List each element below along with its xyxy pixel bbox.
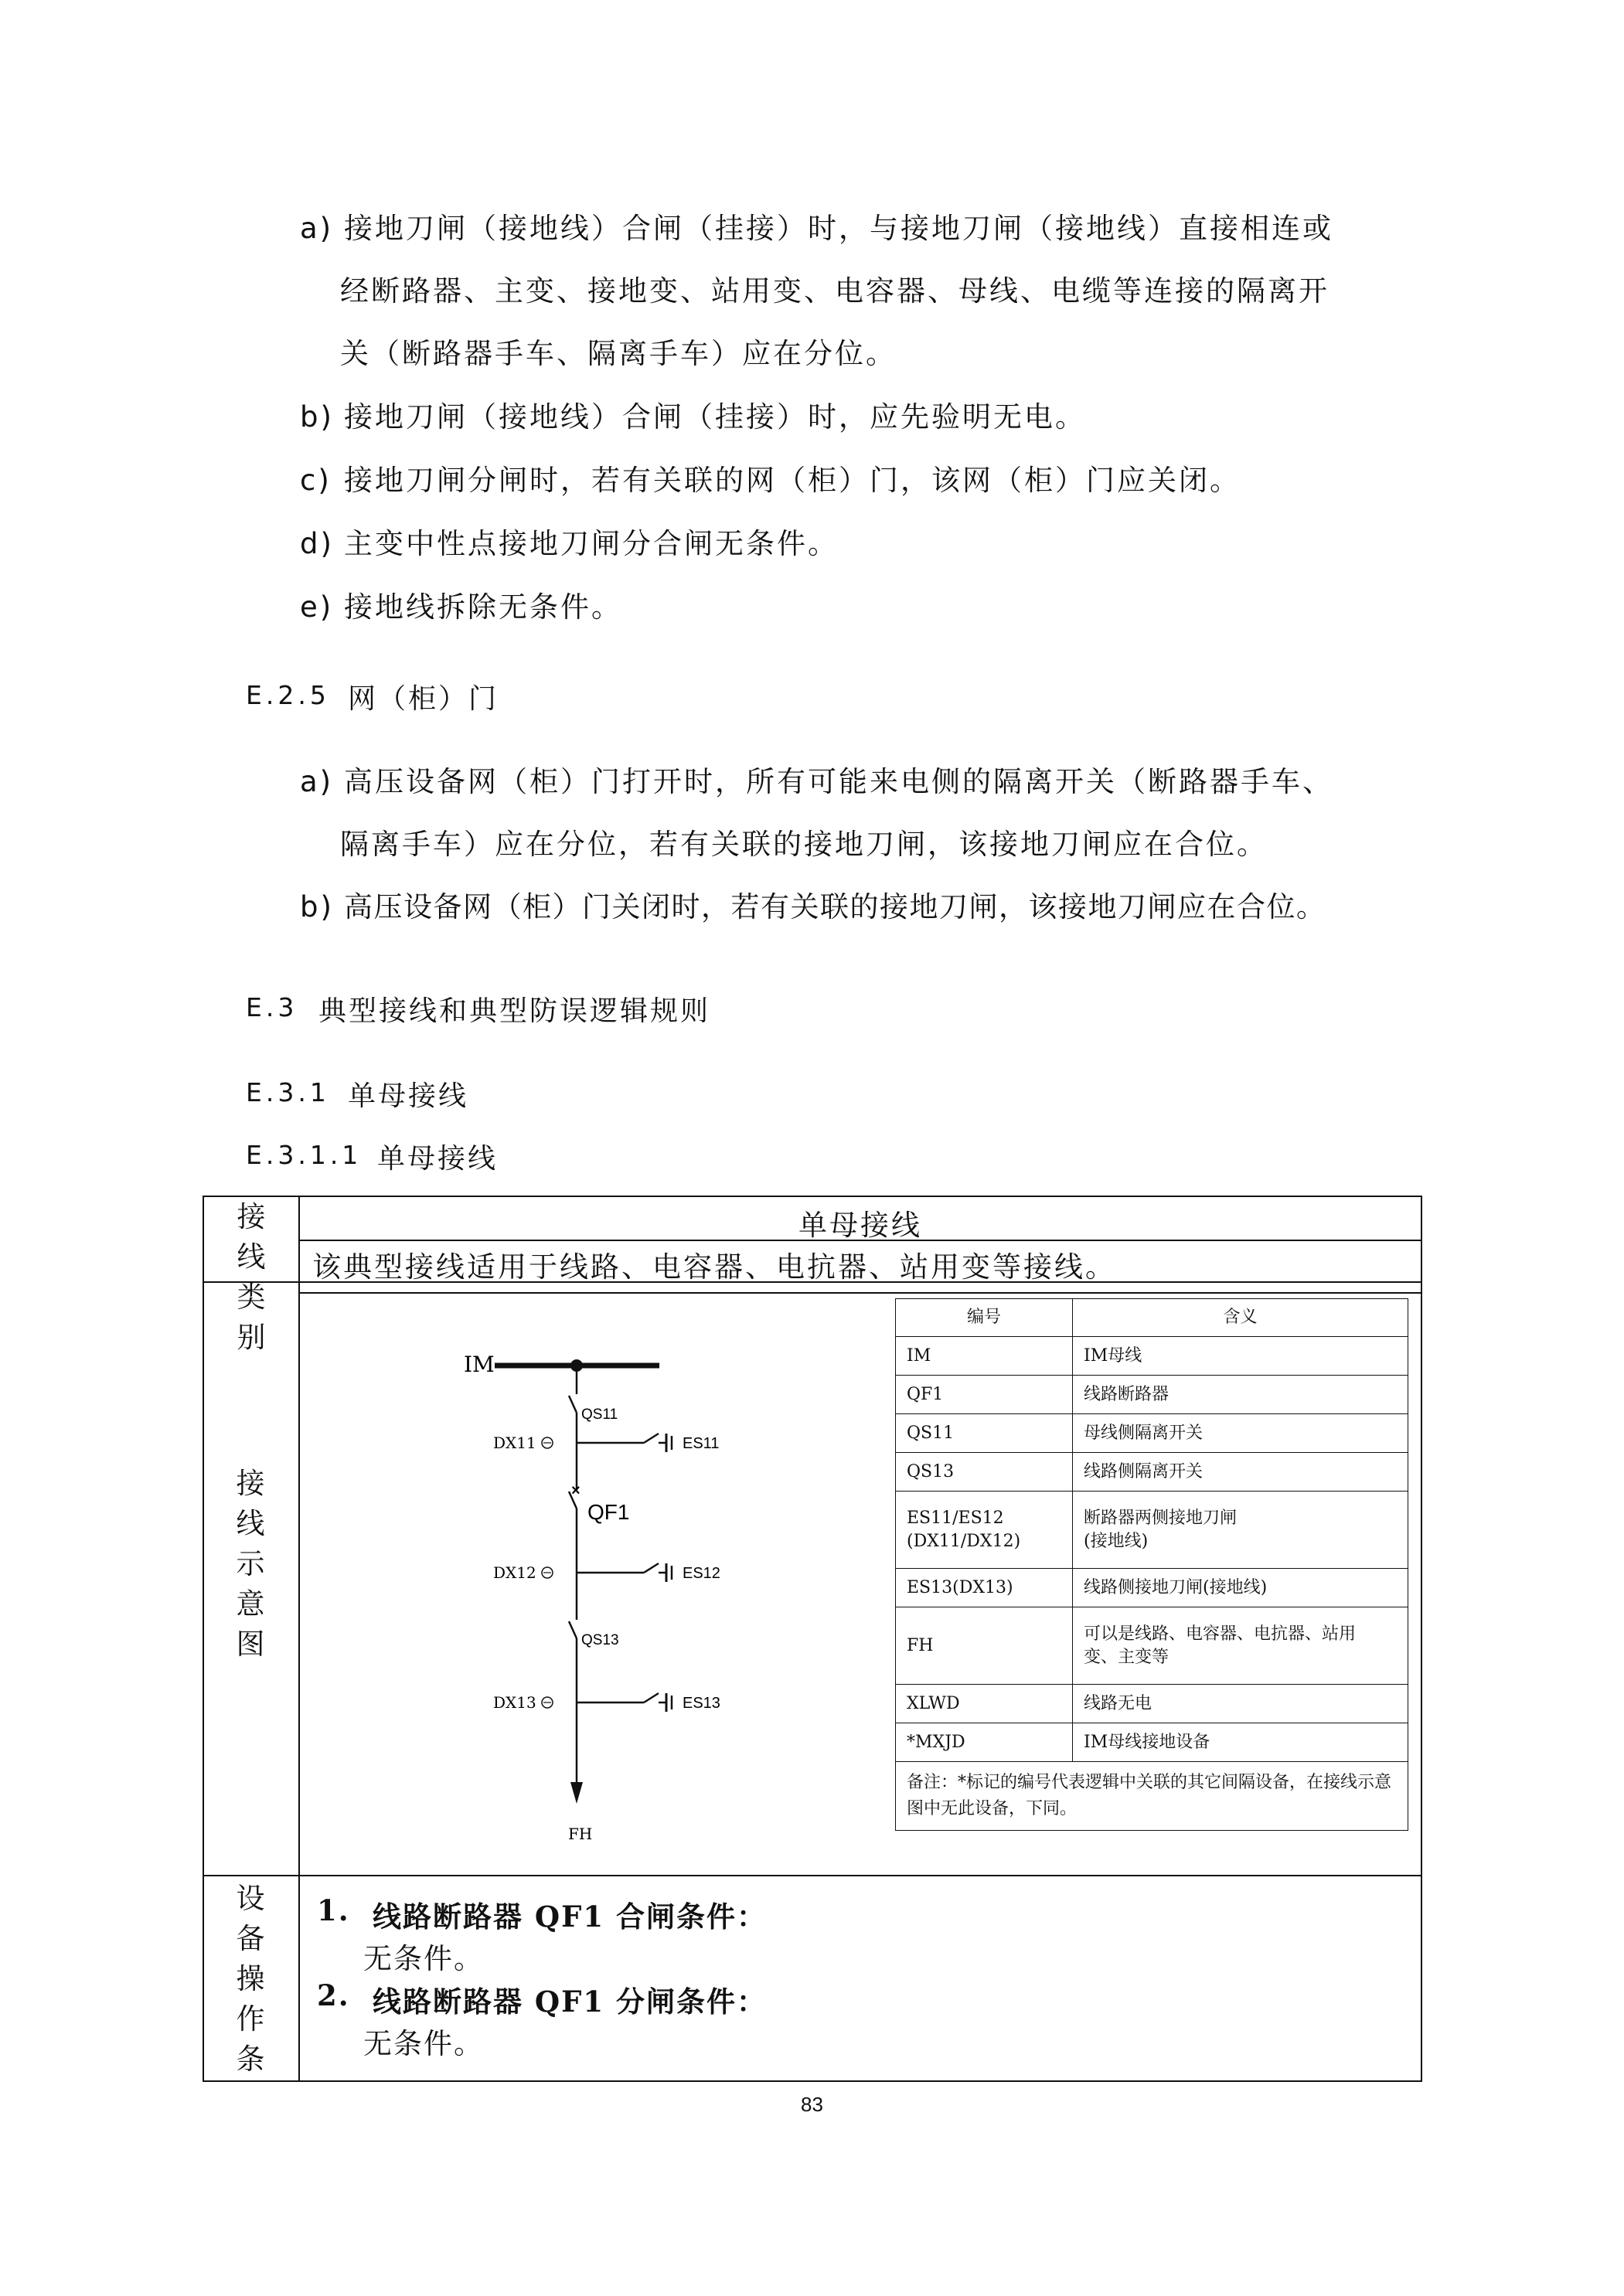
legend-code: *MXJD — [896, 1723, 1073, 1762]
row-label-text: 意 — [236, 1587, 265, 1621]
row-label-text: 作 — [236, 2002, 265, 2036]
row-label-text: 设 — [236, 1882, 265, 1915]
es11-label: ES11 — [683, 1435, 720, 1452]
legend-meaning: 线路侧隔离开关 — [1073, 1453, 1408, 1492]
section-number: E.3.1 — [246, 1077, 330, 1107]
row-label-text: 条 — [236, 2043, 265, 2076]
row-label-text: 线 — [236, 1507, 265, 1540]
dx12-label: DX12 — [493, 1563, 536, 1582]
es13-label: ES13 — [683, 1695, 720, 1712]
item-line: 接地刀闸分闸时，若有关联的网（柜）门，该网（柜）门应关闭。 — [344, 464, 1241, 497]
legend-row — [896, 1414, 1408, 1453]
section-number: E.2.5 — [246, 680, 330, 710]
wiring-description: 该典型接线适用于线路、电容器、电抗器、站用变等接线。 — [312, 1250, 1116, 1284]
item-label: e) — [300, 590, 334, 624]
item-label: c) — [300, 464, 332, 497]
section-title: 单母接线 — [348, 1080, 469, 1112]
legend-meaning: ⅠM母线 — [1073, 1337, 1408, 1376]
condition-body: 无条件。 — [363, 1942, 484, 1975]
qs11-label: QS11 — [581, 1407, 618, 1423]
disconnector-qs13 — [569, 1621, 577, 1638]
section-title: 网（柜）门 — [348, 683, 499, 715]
row-label-text: 接 — [236, 1467, 265, 1500]
bus-label: ⅠM — [464, 1352, 495, 1377]
item-label: a) — [300, 765, 334, 798]
row-label-text: 操 — [236, 1962, 265, 1995]
item-line: 高压设备网（柜）门关闭时，若有关联的接地刀闸，该接地刀闸应在合位。 — [344, 890, 1326, 924]
item-line: 接地刀闸（接地线）合闸（挂接）时，应先验明无电。 — [344, 400, 1086, 434]
item-line: 关（断路器手车、隔离手车）应在分位。 — [340, 337, 897, 370]
legend-header-row — [896, 1299, 1408, 1337]
legend-row — [896, 1569, 1408, 1607]
arrow-down-icon — [570, 1782, 583, 1804]
legend-header: 含义 — [1073, 1299, 1408, 1337]
condition-number: 2. — [317, 1978, 350, 2012]
item-label: b) — [300, 890, 334, 924]
legend-code: ES13(DX13) — [896, 1569, 1073, 1607]
condition-title: 线路断路器 QF1 分闸条件： — [373, 1985, 768, 2019]
legend-meaning: 断路器两侧接地刀闸 (接地线) — [1073, 1492, 1408, 1569]
legend-table — [895, 1298, 1408, 1831]
row-label-operations — [227, 1879, 274, 2080]
legend-meaning: 线路无电 — [1073, 1685, 1408, 1723]
table-divider — [298, 1197, 300, 2080]
row-label-text: 接线 — [237, 1200, 266, 1274]
qf1-label: QF1 — [587, 1500, 630, 1524]
row-label-category — [227, 1197, 275, 1358]
legend-row — [896, 1607, 1408, 1685]
legend-meaning: 线路断路器 — [1073, 1376, 1408, 1414]
legend-code: XLWD — [896, 1685, 1073, 1723]
section-number: E.3 — [246, 992, 298, 1022]
row-label-text: 图 — [236, 1628, 265, 1661]
legend-header: 编号 — [896, 1299, 1073, 1337]
legend-code: ES11/ES12 (DX11/DX12) — [896, 1492, 1073, 1569]
condition-body: 无条件。 — [363, 2027, 484, 2060]
es12-label: ES12 — [683, 1565, 720, 1582]
legend-code: QF1 — [896, 1376, 1073, 1414]
legend-code: ⅠM — [896, 1337, 1073, 1376]
legend-meaning: 可以是线路、电容器、电抗器、站用 变、主变等 — [1073, 1607, 1408, 1685]
legend-code: QS11 — [896, 1414, 1073, 1453]
item-line: 经断路器、主变、接地变、站用变、电容器、母线、电缆等连接的隔离开 — [340, 274, 1330, 308]
legend-note: 备注：*标记的编号代表逻辑中关联的其它间隔设备，在接线示意图中无此设备，下同。 — [896, 1762, 1408, 1831]
legend-code: QS13 — [896, 1453, 1073, 1492]
legend-row — [896, 1723, 1408, 1762]
legend-row — [896, 1453, 1408, 1492]
earth-switch-es13 — [644, 1693, 659, 1702]
legend-meaning: 母线侧隔离开关 — [1073, 1414, 1408, 1453]
row-label-text: 类别 — [237, 1281, 266, 1354]
item-line: 高压设备网（柜）门打开时，所有可能来电侧的隔离开关（断路器手车、 — [344, 765, 1333, 798]
legend-meaning: ⅠM母线接地设备 — [1073, 1723, 1408, 1762]
wiring-diagram — [464, 1337, 866, 1878]
legend-row — [896, 1376, 1408, 1414]
qs13-label: QS13 — [581, 1632, 619, 1648]
item-label: d) — [300, 527, 334, 560]
row-label-text: 示 — [236, 1547, 265, 1580]
svg-text:×: × — [571, 1482, 580, 1499]
legend-code: FH — [896, 1607, 1073, 1685]
section-title: 典型接线和典型防误逻辑规则 — [318, 995, 711, 1027]
item-line: 接地刀闸（接地线）合闸（挂接）时，与接地刀闸（接地线）直接相连或 — [344, 212, 1333, 245]
page-number: 83 — [801, 2093, 823, 2116]
legend-row — [896, 1492, 1408, 1569]
dx13-label: DX13 — [493, 1693, 536, 1712]
legend-meaning: 线路侧接地刀闸(接地线) — [1073, 1569, 1408, 1607]
legend-row — [896, 1337, 1408, 1376]
section-title: 单母接线 — [377, 1143, 499, 1175]
legend-row — [896, 1685, 1408, 1723]
earth-switch-es11 — [644, 1434, 659, 1443]
dx11-label: DX11 — [493, 1434, 536, 1452]
wiring-title: 单母接线 — [798, 1209, 922, 1242]
disconnector-qs11 — [569, 1396, 577, 1413]
section-number: E.3.1.1 — [246, 1140, 363, 1170]
condition-number: 1. — [317, 1893, 350, 1927]
condition-title: 线路断路器 QF1 合闸条件： — [373, 1900, 768, 1934]
item-line: 主变中性点接地刀闸分合闸无条件。 — [344, 527, 839, 560]
item-label: b) — [300, 400, 334, 434]
item-label: a) — [300, 212, 334, 245]
fh-label: FH — [568, 1825, 593, 1843]
legend-note-row — [896, 1762, 1408, 1831]
row-label-diagram — [227, 1464, 274, 1665]
item-line: 接地线拆除无条件。 — [344, 590, 622, 624]
row-label-text: 备 — [236, 1922, 265, 1955]
earth-switch-es12 — [644, 1563, 659, 1573]
item-line: 隔离手车）应在分位，若有关联的接地刀闸，该接地刀闸应在合位。 — [340, 828, 1268, 861]
table-divider — [298, 1292, 1422, 1294]
